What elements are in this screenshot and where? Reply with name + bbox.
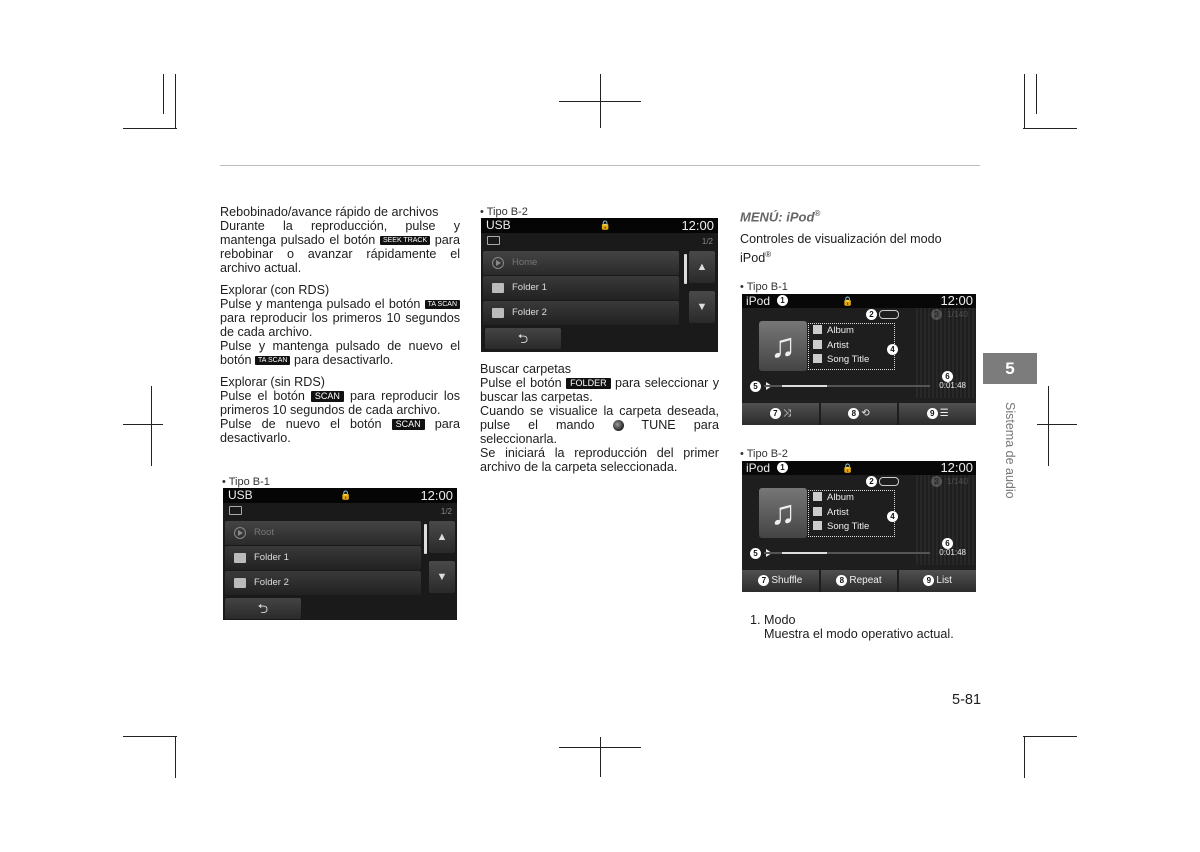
ipod-screen-b1 [742, 294, 976, 425]
paragraph: Se iniciará la reproducción del primer archivo de la carpeta seleccionada. [480, 446, 719, 474]
chapter-tab: 5 [983, 353, 1037, 384]
crop-mark [163, 74, 164, 114]
scroll-up-button[interactable]: ▲ [689, 251, 715, 283]
column-3 [740, 207, 980, 267]
section-title: Buscar carpetas [480, 362, 571, 376]
page-indicator: 1/2 [440, 507, 452, 516]
folder-key: FOLDER [566, 378, 611, 389]
paragraph: Pulse y mantenga pulsado de nuevo el botón TA SCAN para desactivarlo. [220, 339, 460, 367]
paragraph: Durante la reproducción, pulse y mantenga pulsado el botón SEEK TRACK para rebobinar o avanzar rápidamente el archivo actual. [220, 219, 460, 275]
section-title: Rebobinado/avance rápido de archivos [220, 205, 439, 219]
callout-2: 2 [866, 309, 877, 320]
paragraph: Pulse el botón FOLDER para seleccionar y buscar las carpetas. [480, 376, 720, 404]
column-2 [480, 362, 719, 474]
crop-mark [1048, 386, 1049, 466]
folder-icon [229, 506, 242, 515]
progress-bar[interactable] [764, 552, 930, 554]
shuffle-icon: ⤨ [782, 408, 791, 419]
scrollbar[interactable] [424, 524, 427, 554]
section-title: Explorar (con RDS) [220, 283, 330, 297]
crop-mark [1023, 128, 1077, 129]
clock: 12:00 [940, 294, 973, 308]
list-button[interactable]: 9 List [899, 570, 976, 592]
crop-mark [1024, 74, 1025, 128]
crop-mark [123, 128, 177, 129]
song-icon [813, 354, 822, 363]
source-label: USB [486, 218, 511, 232]
chapter-label: Sistema de audio [1003, 402, 1017, 499]
ipod-screen-b2 [742, 461, 976, 592]
numbered-item: 1. Modo Muestra el modo operativo actual. [750, 613, 980, 641]
column-1 [220, 205, 460, 445]
ta-scan-key: TA SCAN [255, 356, 290, 365]
source-label: iPod [746, 294, 771, 308]
page-indicator: 1/2 [701, 237, 713, 246]
paragraph: Pulse el botón SCAN para reproducir los primeros 10 segundos de cada archivo. [220, 389, 461, 417]
song-icon [813, 521, 822, 530]
page-number: 5-81 [952, 692, 982, 708]
callout-2: 2 [866, 476, 877, 487]
folder-bar [223, 503, 457, 521]
lock-icon: 🔒 [842, 296, 854, 306]
clock: 12:00 [681, 218, 714, 233]
back-button[interactable]: ⮌ [485, 328, 561, 349]
repeat-icon: ⟲ [861, 408, 870, 419]
control-buttons [742, 403, 976, 425]
crop-mark [1023, 736, 1077, 737]
ta-scan-key: TA SCAN [425, 300, 460, 309]
item-title: Modo [764, 613, 796, 627]
repeat-button[interactable]: 8 ⟲ [821, 403, 898, 425]
lock-icon: 🔒 [340, 490, 352, 500]
list-item[interactable]: Folder 2 [483, 301, 679, 325]
back-button[interactable]: ⮌ [225, 598, 301, 619]
artist-icon [813, 340, 822, 349]
crop-mark [1024, 736, 1025, 778]
control-buttons [742, 570, 976, 592]
callout-1: 1 [777, 462, 788, 473]
type-label: • Tipo B-1 [740, 281, 788, 293]
folder-icon [234, 578, 246, 588]
list-item[interactable]: Root [225, 521, 421, 545]
shuffle-button[interactable]: 7 Shuffle [742, 570, 819, 592]
crop-mark [175, 74, 176, 128]
album-art-icon: ♫ [759, 488, 807, 538]
status-bar [223, 488, 457, 503]
scroll-up-button[interactable]: ▲ [429, 521, 455, 553]
folder-icon [492, 308, 504, 318]
battery-icon [879, 477, 899, 486]
crop-mark [600, 737, 601, 777]
list-item[interactable]: Folder 2 [225, 571, 421, 595]
crop-mark [123, 736, 177, 737]
scroll-down-button[interactable]: ▼ [689, 291, 715, 323]
artist-icon [813, 507, 822, 516]
usb-screen-b1 [223, 488, 457, 620]
track-info: Album Artist Song Title [808, 323, 895, 370]
seek-track-key: SEEK TRACK [380, 236, 430, 245]
list-item[interactable]: Folder 1 [225, 546, 421, 570]
folder-icon [492, 283, 504, 293]
type-label: • Tipo B-2 [740, 448, 788, 460]
lock-icon: 🔒 [599, 220, 611, 230]
album-icon [813, 325, 822, 334]
folder-icon [234, 553, 246, 563]
menu-description: Controles de visualización del modo iPod® [740, 232, 942, 266]
paragraph: Cuando se visualice la carpeta deseada, pulse el mando TUNE para seleccionarla. [480, 404, 719, 446]
scan-key: SCAN [392, 419, 425, 430]
elapsed-time: 0:01:48 [939, 548, 966, 557]
paragraph: Pulse y mantenga pulsado el botón TA SCAN para reproducir los primeros 10 segundos de cada archivo. [220, 297, 460, 339]
source-label: USB [228, 488, 253, 502]
list-item[interactable]: Home [483, 251, 679, 275]
crop-mark [175, 736, 176, 778]
tune-knob-icon [613, 420, 624, 431]
album-art-icon: ♫ [759, 321, 807, 371]
scroll-down-button[interactable]: ▼ [429, 561, 455, 593]
progress-bar[interactable] [764, 385, 930, 387]
elapsed-time: 0:01:48 [939, 381, 966, 390]
callout-4: 4 [887, 511, 898, 522]
list-icon: ☰ [939, 408, 949, 419]
play-icon [492, 257, 504, 269]
crop-mark [1036, 74, 1037, 114]
repeat-button[interactable]: 8 Repeat [821, 570, 898, 592]
crop-mark [123, 424, 163, 425]
shuffle-button[interactable]: 7 ⤨ [742, 403, 819, 425]
album-icon [813, 492, 822, 501]
status-bar [481, 218, 718, 233]
battery-icon [879, 310, 899, 319]
play-icon [234, 527, 246, 539]
folder-bar [481, 233, 718, 251]
crop-mark [600, 74, 601, 128]
callout-1: 1 [777, 295, 788, 306]
scan-key: SCAN [311, 391, 344, 402]
scrollbar[interactable] [684, 254, 687, 284]
type-label: • Tipo B-1 [222, 476, 270, 488]
header-rule [220, 165, 980, 166]
type-label: • Tipo B-2 [480, 206, 528, 218]
section-title: Explorar (sin RDS) [220, 375, 325, 389]
clock: 12:00 [420, 488, 453, 503]
callout-6: 6 [942, 538, 953, 549]
menu-title: MENÚ: iPod® [740, 209, 821, 225]
list-item[interactable]: Folder 1 [483, 276, 679, 300]
callout-4: 4 [887, 344, 898, 355]
track-info: Album Artist Song Title [808, 490, 895, 537]
folder-icon [487, 236, 500, 245]
item-description: Muestra el modo operativo actual. [764, 627, 954, 641]
callout-6: 6 [942, 371, 953, 382]
list-button[interactable]: 9 ☰ [899, 403, 976, 425]
callout-5: 5 [750, 381, 761, 392]
crop-mark [1037, 424, 1077, 425]
source-label: iPod [746, 461, 771, 475]
paragraph: Pulse de nuevo el botón SCAN para desactivarlo. [220, 417, 461, 445]
usb-screen-b2 [481, 218, 718, 352]
callout-5: 5 [750, 548, 761, 559]
lock-icon: 🔒 [842, 463, 854, 473]
clock: 12:00 [940, 461, 973, 475]
crop-mark [151, 386, 152, 466]
